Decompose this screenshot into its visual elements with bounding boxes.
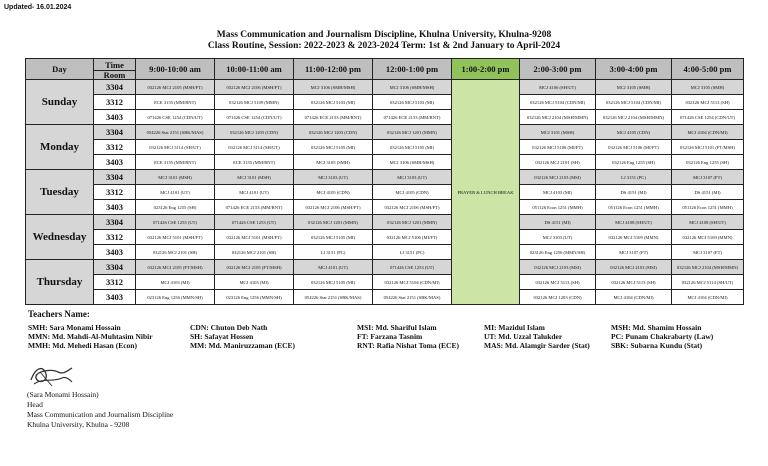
lunch-break-cell: PRAYER & LUNCH BREAK [452,80,520,305]
room-number: 3403 [94,290,136,305]
class-cell: MCJ 3105 (SMH) [596,80,672,95]
class-cell: 032126 MCJ 1201 (MMN) [373,125,452,140]
class-cell: MCJ 4108 (SH/UT) [672,215,744,230]
teacher-entry: PC: Punam Chakrabarty (Law) [611,332,714,341]
class-cell: 032126 MCJ 2106 (MSH/FT) [294,200,373,215]
class-cell: MCJ 4105 (CDN) [596,125,672,140]
class-cell: DS 4151 (MI) [672,185,744,200]
day-name: Wednesday [26,215,94,260]
teachers-column [484,323,590,350]
class-cell: 032126 MCJ 5105 (MI) [294,275,373,290]
class-cell: LJ 3151 (PC) [596,170,672,185]
class-cell: MCJ 3103 (UT) [294,170,373,185]
class-cell: MCJ 3103 (UT) [373,170,452,185]
time-header: Time [94,59,136,71]
class-cell: MCJ 3101 (MSH) [136,170,215,185]
signatory-university: Khulna University, Khulna - 9208 [27,420,130,429]
class-cell: MCJ 4105 (CDN) [373,185,452,200]
room-number: 3304 [94,125,136,140]
class-cell: 032126 MCJ 5106 (MI/FT) [373,230,452,245]
class-cell: MCJ 3103 (UT) [520,230,596,245]
class-cell: 032126 MCJ 5103 (MI) [294,95,373,110]
signature-block [27,390,173,430]
teacher-entry: SBK: Subarna Kundu (Stat) [611,341,703,350]
room-number: 3312 [94,275,136,290]
room-number: 3403 [94,245,136,260]
class-cell: 071426 ECE 2153 (MM/RNT) [294,110,373,125]
class-cell: 032126 MCJ 5106 (MI/FT) [520,140,596,155]
class-cell: 032126 MCJ 5105 (MI) [294,140,373,155]
class-cell: MCJ 3106 (SMH/MSH) [373,155,452,170]
class-cell: 032126 MCJ 5105 (MI) [294,230,373,245]
slot-header-lunch: 1:00-2:00 pm [452,59,520,80]
class-cell: MCJ 4104 (CDN/MI) [672,290,744,305]
class-cell: 032126 MCJ 2103 (MSI) [520,260,596,275]
class-cell: MCJ 4108 (SH/UT) [596,215,672,230]
class-cell: 032126 MCJ 5114 (SH/UT) [215,140,294,155]
class-cell: 032126 MCJ 2104 (MSH/MMN) [672,260,744,275]
class-cell: 032126 MCJ 5109 (MMN) [596,230,672,245]
class-cell: 023126 Eng 1256 (MMN/SH) [215,290,294,305]
class-cell: 051126 Econ 1251 (MMH) [672,200,744,215]
day-name: Monday [26,125,94,170]
class-cell: 032126 MCJ 1201 (MMN) [373,215,452,230]
day-name: Sunday [26,80,94,125]
class-cell: 032126 MCJ 5113 (SH) [596,275,672,290]
class-cell: MCJ 4101 (UT) [136,185,215,200]
class-cell: MCJ 4104 (CDN/MI) [596,290,672,305]
class-cell: 032126 MCJ 2101 (SH) [136,245,215,260]
class-cell: MCJ 4103 (MI) [520,185,596,200]
teacher-entry: MMN: Md. Mahdi-Al-Muhtasim Nibir [28,332,153,341]
teacher-entry: CDN: Chuton Deb Nath [190,323,268,332]
class-cell: 032126 MCJ 2106 (MSH/FT) [373,200,452,215]
class-cell: 071426 CSE 1253 (UT) [136,215,215,230]
class-cell: DS 4151 (MI) [596,185,672,200]
teachers-column [357,323,459,350]
signatory-name: (Sara Monami Hossain) [27,390,99,399]
class-cell: 023126 Eng 1256 (MMN/SH) [520,245,596,260]
room-number: 3403 [94,155,136,170]
class-cell: 032126 MCJ 2105 (FT/MSH) [136,260,215,275]
class-cell: MCJ 4104 (CDN/MI) [672,125,744,140]
teachers-column [611,323,713,350]
class-cell: 032126 MCJ 5104 (CDN/MI) [596,95,672,110]
updated-date: Updated- 16.01.2024 [4,4,72,11]
class-cell: MCJ 3107 (FT) [596,245,672,260]
class-cell: 032126 MCJ 1201 (MMN) [294,215,373,230]
class-cell: 051126 Econ 1251 (MMH) [596,200,672,215]
class-cell: 032126 Eng 1255 (SH) [596,155,672,170]
slot-header: 2:00-3:00 pm [520,59,596,80]
room-number: 3312 [94,140,136,155]
slot-header: 9:00-10:00 am [136,59,215,80]
teacher-entry: MMH: Md. Mehedi Hasan (Econ) [28,341,137,350]
teacher-entry: UT: Md. Uzzal Talukder [484,332,563,341]
class-cell: 023126 Eng 1256 (MMN/SH) [136,290,215,305]
class-cell: 071426 ECE 2153 (MM/RNT) [215,200,294,215]
class-cell: ECE 3155 (MM/RNT) [136,95,215,110]
class-cell: 032126 MCJ 2104 (MSH/MMN) [520,110,596,125]
teacher-entry: FT: Farzana Tasnim [357,332,423,341]
teachers-column [190,323,295,350]
class-cell: ECE 3155 (MM/RNT) [136,155,215,170]
slot-header: 3:00-4:00 pm [596,59,672,80]
room-number: 3403 [94,110,136,125]
room-number: 3304 [94,170,136,185]
class-cell: 032126 MCJ 2101 (SH) [520,155,596,170]
teacher-entry: SH: Safayat Hossen [190,332,254,341]
routine-body [26,80,744,305]
room-number: 3312 [94,185,136,200]
class-cell: MCJ 3105 (SMH) [672,80,744,95]
teacher-entry: MM: Md. Maniruzzaman (ECE) [190,341,295,350]
class-cell: 023126 Eng 1255 (SH) [136,200,215,215]
class-cell: MCJ 3107 (FT) [672,170,744,185]
class-cell: 032126 MCJ 5109 (MMN) [672,230,744,245]
class-cell: LJ 3151 (PC) [294,245,373,260]
class-cell: MCJ 3101 (MSH) [215,170,294,185]
class-cell: 032126 MCJ 5106 (MI/FT) [596,140,672,155]
room-number: 3312 [94,95,136,110]
class-cell: 071426 CSE 1253 (UT) [373,260,452,275]
day-header: Day [26,59,94,80]
class-cell: 032126 MCJ 2103 (MSI) [596,260,672,275]
teacher-entry: SMH: Sara Monami Hossain [28,323,121,332]
class-cell: 054226 Stat 2151 (SBK/MAS) [294,290,373,305]
class-cell: 032126 MCJ 1203 (CDN) [520,290,596,305]
class-cell: 032126 MCJ 1205 (CDN) [215,125,294,140]
class-cell: MCJ 4106 (SH/UT) [520,80,596,95]
class-cell: 032126 MCJ 2105 (FT/MSH) [215,260,294,275]
room-header: Room [94,71,136,80]
room-number: 3403 [94,200,136,215]
class-cell: 032126 MCJ 5104 (CDN/MI) [373,275,452,290]
slot-header: 11:00-12:00 pm [294,59,373,80]
class-cell: MCJ 3106 (SMH/MSH) [294,80,373,95]
class-cell: 032126 MCJ 2103 (MSI) [520,170,596,185]
day-name: Tuesday [26,170,94,215]
teachers-column [28,323,153,350]
class-cell: MCJ 4101 (UT) [215,185,294,200]
class-cell: 032126 MCJ 2104 (MSH/MMN) [596,110,672,125]
page-title: Mass Communication and Journalism Discipline, Khulna University, Khulna-9208 [216,30,552,40]
class-cell: 032126 MCJ 5113 (SH) [672,95,744,110]
class-cell: 032126 Eng 1255 (SH) [672,155,744,170]
class-cell: 032126 MCJ 2106 (MSH/FT) [215,80,294,95]
routine-table [25,58,744,305]
class-cell: 032126 MCJ 5104 (CDN/MI) [520,95,596,110]
signature-mark [28,362,74,390]
room-number: 3312 [94,230,136,245]
class-cell: ECE 3155 (MM/RNT) [215,155,294,170]
class-cell: 071426 CSE 1254 (CDN/UT) [672,110,744,125]
slot-header: 4:00-5:00 pm [672,59,744,80]
class-cell: MCJ 4103 (MI) [136,275,215,290]
class-cell: 054226 Stat 2151 (SBK/MAS) [136,125,215,140]
class-cell: MCJ 3101 (MSH) [520,125,596,140]
teacher-entry: MAS: Md. Alamgir Sarder (Stat) [484,341,590,350]
class-cell: 071426 ECE 2153 (MM/RNT) [373,110,452,125]
signatory-position: Head [27,400,43,409]
room-number: 3304 [94,215,136,230]
class-cell: 054226 Stat 2151 (SBK/MAS) [373,290,452,305]
slot-header: 10:00-11:00 am [215,59,294,80]
class-cell: 032126 MCJ 5114 (SH/UT) [672,275,744,290]
class-cell: LJ 3151 (PC) [373,245,452,260]
teacher-entry: RNT: Rafia Nishat Toma (ECE) [357,341,459,350]
class-cell: 071426 CSE 1253 (UT) [215,215,294,230]
page-subtitle: Class Routine, Session: 2022-2023 & 2023-2024 Term: 1st & 2nd January to April-2024 [207,41,561,51]
class-cell: 032126 MCJ 5101 (MSH/FT) [136,230,215,245]
class-cell: 032126 MCJ 5101 (MSH/FT) [215,230,294,245]
class-cell: MCJ 4101 (UT) [294,260,373,275]
teacher-entry: MSI: Md. Shariful Islam [357,323,437,332]
teacher-entry: MSH: Md. Shamim Hossain [611,323,702,332]
room-number: 3304 [94,80,136,95]
class-cell: MCJ 4105 (CDN) [294,185,373,200]
teachers-title: Teachers Name: [28,309,90,319]
class-cell: 032126 MCJ 2105 (MSH/FT) [136,80,215,95]
class-cell: MCJ 3107 (FT) [672,245,744,260]
class-cell: 032126 MCJ 5113 (SH) [520,275,596,290]
class-cell: 032126 MCJ 2101 (SH) [215,245,294,260]
class-cell: 032126 MCJ 5103 (MI) [373,95,452,110]
class-cell: 032126 MCJ 1203 (CDN) [294,125,373,140]
class-cell: 032126 MCJ 5109 (MMN) [215,95,294,110]
signatory-dept: Mass Communication and Journalism Discipline [27,410,174,419]
room-number: 3304 [94,260,136,275]
class-cell: DS 4151 (MI) [520,215,596,230]
teacher-entry: MI: Mazidul Islam [484,323,545,332]
class-cell: 032126 MCJ 5105 (MI) [373,140,452,155]
day-name: Thursday [26,260,94,305]
slot-header: 12:00-1:00 pm [373,59,452,80]
class-cell: 032126 MCJ 5114 (SH/UT) [136,140,215,155]
class-cell: MCJ 4103 (MI) [215,275,294,290]
class-cell: 071426 CSE 1254 (CDN/UT) [136,110,215,125]
class-cell: 032126 MCJ 5101 (FT/MSH) [672,140,744,155]
class-cell: MCJ 3105 (SMH) [294,155,373,170]
class-cell: 051126 Econ 1251 (MMH) [520,200,596,215]
class-cell: MCJ 3106 (SMH/MSH) [373,80,452,95]
class-cell: 071426 CSE 1254 (CDN/UT) [215,110,294,125]
